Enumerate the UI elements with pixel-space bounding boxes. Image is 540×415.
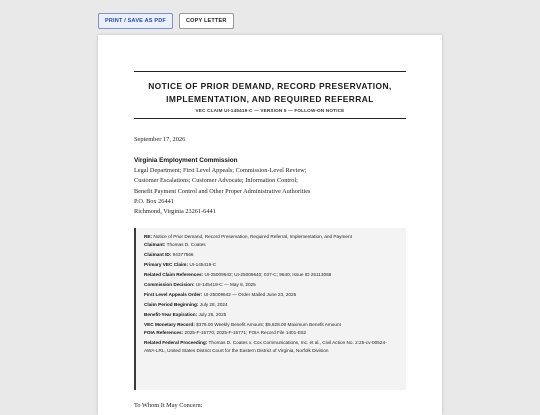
reference-row xyxy=(144,241,398,249)
toolbar xyxy=(98,13,234,29)
reference-value: July 28, 2024 xyxy=(199,302,228,307)
recipient-org: Virginia Employment Commission xyxy=(134,157,238,164)
reference-label: Claim Period Beginning: xyxy=(144,302,199,307)
salutation: To Whom It May Concern: xyxy=(134,402,203,409)
recipient-line: P.O. Box 26441 xyxy=(134,197,174,205)
letter-date: September 17, 2026 xyxy=(134,136,186,143)
recipient-line: Richmond, Virginia 23261-6441 xyxy=(134,208,216,216)
recipient-block xyxy=(134,156,414,217)
reference-value: UI-145419-C — May 8, 2025 xyxy=(195,282,256,287)
reference-row xyxy=(144,281,398,289)
reference-label: Benefit-Year Expiration: xyxy=(144,312,198,317)
reference-row xyxy=(144,329,398,337)
copy-letter-button[interactable]: COPY LETTER xyxy=(179,13,234,29)
reference-row xyxy=(144,261,398,269)
letter-header xyxy=(134,71,406,119)
reference-label: RE: xyxy=(144,234,153,239)
reference-row xyxy=(144,291,398,299)
reference-label: Primary VEC Claim: xyxy=(144,262,189,267)
reference-value: $378.00 Weekly Benefit Amount; $9,828.00 Maximum Benefit Amount xyxy=(196,322,341,327)
letter-title-line-2: IMPLEMENTATION, AND REQUIRED REFERRAL xyxy=(166,93,374,104)
reference-row xyxy=(144,251,398,259)
recipient-line: Legal Department; First Level Appeals; Commission-Level Review; xyxy=(134,167,307,175)
reference-label: Claimant ID: xyxy=(144,252,172,257)
recipient-line: Benefit Payment Control and Other Proper Administrative Authorities xyxy=(134,187,311,195)
reference-row xyxy=(144,311,398,319)
reference-row xyxy=(144,301,398,309)
reference-row xyxy=(144,339,398,355)
letter-subtitle: VEC CLAIM UI-145419-C — VERSION 5 — FOLLOW-ON NOTICE xyxy=(195,108,345,113)
reference-row xyxy=(144,271,398,279)
reference-value: Thomas D. Coates xyxy=(166,242,206,247)
reference-row xyxy=(144,321,398,329)
reference-label: VEC Monetary Record: xyxy=(144,322,195,327)
print-save-pdf-button[interactable]: PRINT / SAVE AS PDF xyxy=(98,13,173,29)
reference-value: UI-145419-C xyxy=(189,262,217,267)
reference-label: Related Federal Proceeding: xyxy=(144,340,208,345)
reference-label: First Level Appeals Order: xyxy=(144,292,203,297)
reference-value: July 26, 2025 xyxy=(198,312,227,317)
reference-row xyxy=(144,233,398,241)
reference-value: UI-25009642; UI-25009640; 037-C; 9640; Issue ID 25113068 xyxy=(204,272,332,277)
reference-value: 94377566 xyxy=(172,252,194,257)
reference-box xyxy=(134,228,406,390)
reference-label: FOIA References: xyxy=(144,330,184,335)
letter-page xyxy=(98,35,442,415)
reference-value: 2025-F-15770; 2025-F-15771; FOIA Record File 1401-E52 xyxy=(184,330,307,335)
reference-label: Claimant: xyxy=(144,242,166,247)
recipient-line: Customer Escalations; Customer Advocate; Information Control; xyxy=(134,177,298,185)
reference-value: Notice of Prior Demand, Record Preservation, Required Referral, Implementation, and Payment xyxy=(153,234,352,239)
reference-value: UI-25009642 — Order Mailed June 23, 2025 xyxy=(203,292,297,297)
reference-label: Commission Decision: xyxy=(144,282,195,287)
letter-title-line-1: NOTICE OF PRIOR DEMAND, RECORD PRESERVATION, xyxy=(148,81,392,91)
reference-label: Related Claim References: xyxy=(144,272,204,277)
reference-value: Thomas D. Coates v. Cox Communications, Inc. et al., Civil Action No. 2:25-cv-00524-AWA-LRL, United States District Court for the Eastern District of Virginia, Norfolk Division xyxy=(144,340,387,353)
